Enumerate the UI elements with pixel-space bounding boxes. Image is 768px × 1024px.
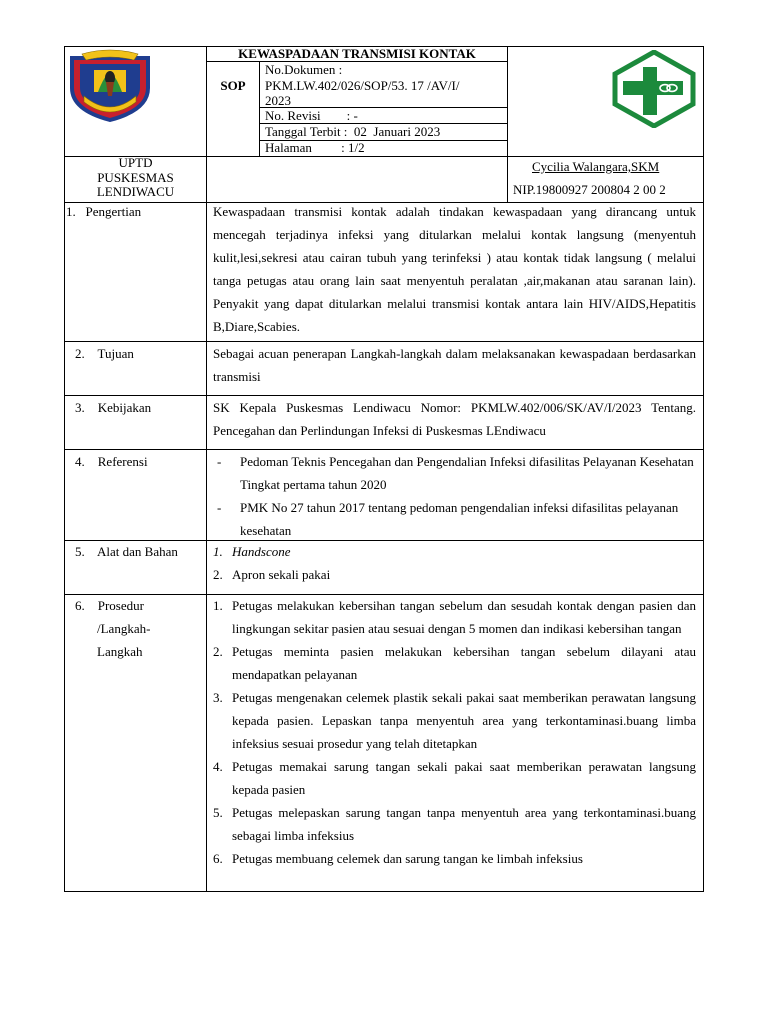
- prosedur-item-text: Petugas memakai sarung tangan sekali pakai saat memberikan perawatan langsung kepada pasien: [232, 759, 696, 797]
- section-body-prosedur: [213, 594, 696, 870]
- org-line-2: PUSKESMAS: [97, 169, 174, 185]
- title-underline: [206, 61, 507, 62]
- list-item: [213, 847, 696, 870]
- org-line-3: LENDIWACU: [96, 184, 175, 199]
- alat-item-text: Apron sekali pakai: [232, 567, 331, 582]
- list-item: [213, 686, 696, 755]
- section-label-kebijakan: 3. Kebijakan: [75, 400, 152, 415]
- section-label-prosedur-3: Langkah: [97, 644, 143, 659]
- page-number: Halaman : 1/2: [265, 140, 365, 155]
- number-marker: 6.: [213, 851, 223, 866]
- alat-item-text: Handscone: [232, 544, 291, 559]
- signatory-name: Cycilia Walangara,SKM: [532, 159, 660, 174]
- list-item: [213, 496, 696, 542]
- section-label-prosedur-2: /Langkah-: [97, 621, 151, 636]
- list-item: [213, 594, 696, 640]
- section-body-kebijakan: [213, 396, 696, 442]
- list-item: [213, 755, 696, 801]
- section-body-alat-bahan: [213, 540, 696, 586]
- pengertian-text: Kewaspadaan transmisi kontak adalah tindakan kewaspadaan yang dirancang untuk mencegah terjadinya infeksi yang ditularkan melalui kontak langsung (menyentuh kulit,lesi,sekresi atau cairan tubuh yang terinfeksi ) atau kontak tidak langsung ( melalui tanga petugas atau orang lain saat menyentuh peralatan ,air,makanan atau saranan lain). Penyakit yang dapat ditularkan melalui transmisi kontak antara lain HIV/AIDS,Hepatitis B,Diare,Scabies.: [213, 204, 696, 334]
- section-label-referensi: 4. Referensi: [75, 454, 148, 469]
- column-divider-right: [507, 46, 508, 202]
- sop-label: SOP: [220, 78, 246, 93]
- list-item: [213, 450, 696, 496]
- org-line-1: UPTD: [118, 155, 153, 170]
- list-item: [213, 563, 696, 586]
- prosedur-item-text: Petugas membuang celemek dan sarung tangan ke limbah infeksius: [232, 851, 583, 866]
- dash-marker: -: [217, 500, 222, 515]
- section-label-prosedur: 6. Prosedur: [75, 598, 144, 613]
- list-item: [213, 801, 696, 847]
- number-marker: 5.: [213, 805, 223, 820]
- puskesmas-logo-icon: [609, 50, 699, 133]
- section-label-alat-bahan: 5. Alat dan Bahan: [75, 544, 178, 559]
- document-title: KEWASPADAAN TRANSMISI KONTAK: [238, 46, 476, 61]
- issue-date: Tanggal Terbit : 02 Januari 2023: [265, 124, 441, 139]
- dash-marker: -: [217, 454, 222, 469]
- organization-name: [65, 156, 206, 200]
- prosedur-item-text: Petugas melepaskan sarung tangan tanpa menyentuh area yang terkontaminasi.buang sebagai limba infeksius: [232, 805, 696, 843]
- referensi-item-text: Pedoman Teknis Pencegahan dan Pengendalian Infeksi difasilitas Pelayanan Kesehatan Tingkat pertama tahun 2020: [240, 454, 694, 492]
- section-body-tujuan: [213, 342, 696, 388]
- number-marker: 1.: [213, 598, 223, 613]
- section-body-referensi: [213, 450, 696, 542]
- alat-bahan-list: [213, 540, 696, 586]
- prosedur-item-text: Petugas meminta pasien melakukan kebersihan tangan sebelum dilayani atau mendapatkan pelayanan: [232, 644, 696, 682]
- signatory-nip: NIP.19800927 200804 2 00 2: [513, 182, 666, 197]
- list-item: [213, 640, 696, 686]
- section-label-tujuan: 2. Tujuan: [75, 346, 134, 361]
- referensi-item-text: PMK No 27 tahun 2017 tentang pedoman pengendalian infeksi difasilitas pelayanan kesehatan: [240, 500, 679, 538]
- kebijakan-text: SK Kepala Puskesmas Lendiwacu Nomor: PKMLW.402/006/SK/AV/I/2023 Tentang. Pencegahan dan Perlindungan Infeksi di Puskesmas LEndiwacu: [213, 400, 696, 438]
- list-item: [213, 540, 696, 563]
- doc-number-year: 2023: [265, 93, 291, 108]
- prosedur-item-text: Petugas melakukan kebersihan tangan sebelum dan sesudah kontak dengan pasien dan lingkungan sekitar pasien atau sesuai dengan 5 momen dan indikasi kebersihan tangan: [232, 598, 696, 636]
- prosedur-list: [213, 594, 696, 870]
- number-marker: 4.: [213, 759, 223, 774]
- doc-number-value: PKM.LW.402/026/SOP/53. 17 /AV/I/: [265, 78, 460, 93]
- section-body-pengertian: [213, 200, 696, 338]
- regional-emblem-icon: [68, 48, 152, 127]
- section-label-pengertian: 1. Pengertian: [66, 204, 142, 219]
- number-marker: 1.: [213, 544, 223, 559]
- doc-number-label: No.Dokumen :: [265, 62, 343, 77]
- revision-number: No. Revisi : -: [265, 108, 358, 123]
- referensi-list: [213, 450, 696, 542]
- tujuan-text: Sebagai acuan penerapan Langkah-langkah dalam melaksanakan kewaspadaan berdasarkan transmisi: [213, 346, 696, 384]
- number-marker: 2.: [213, 644, 223, 659]
- number-marker: 3.: [213, 690, 223, 705]
- prosedur-item-text: Petugas mengenakan celemek plastik sekali pakai saat memberikan perawatan langsung kepada pasien. Lepaskan tanpa menyentuh area yang terkontaminasi.buang limba infeksius sesuai prosedur yang telah ditetapkan: [232, 690, 696, 751]
- sop-divider: [259, 61, 260, 156]
- number-marker: 2.: [213, 567, 223, 582]
- column-divider-left: [206, 46, 207, 892]
